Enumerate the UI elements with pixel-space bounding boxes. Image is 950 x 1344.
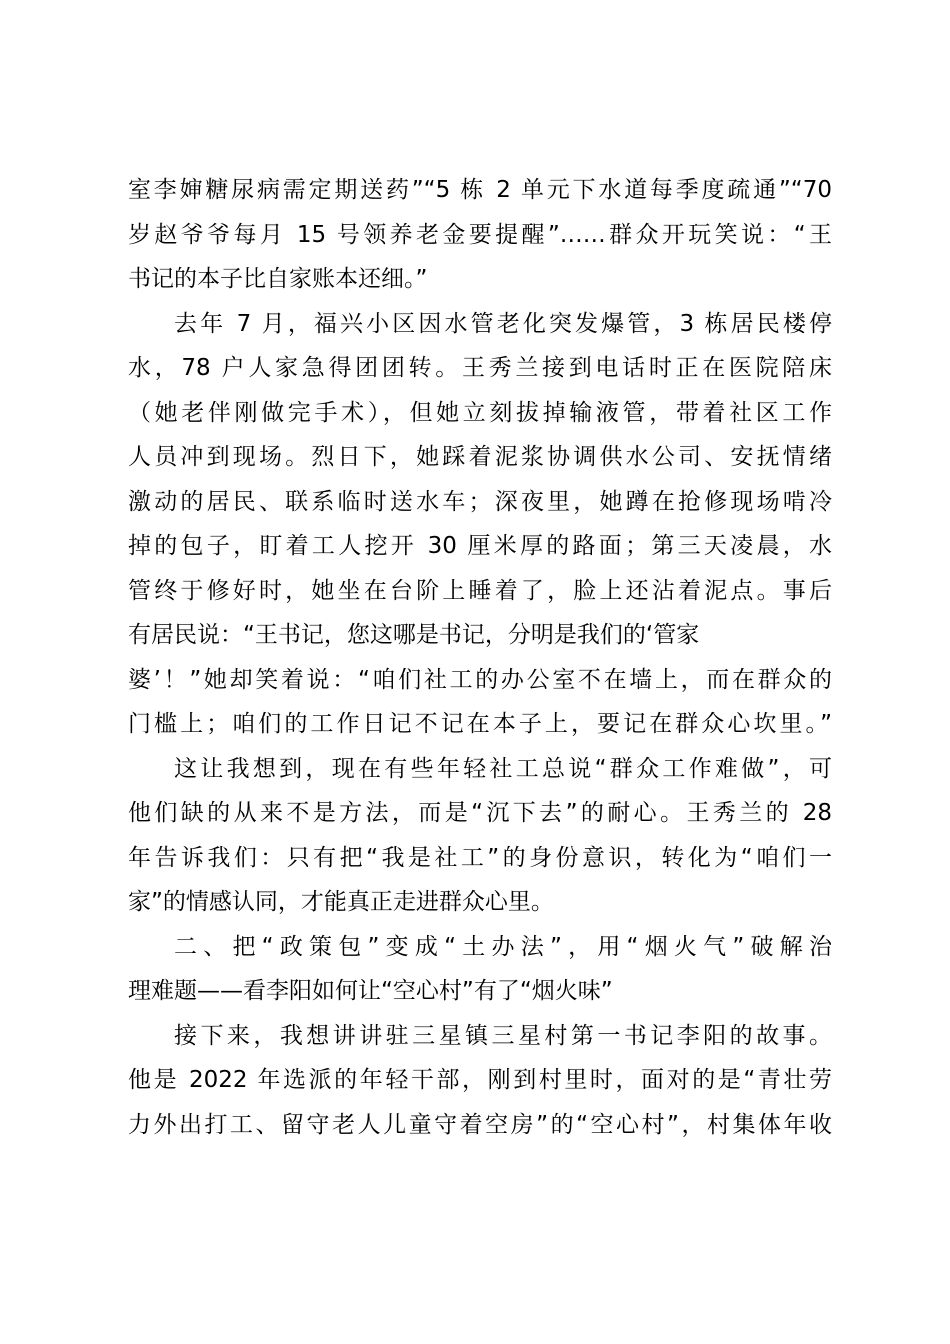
text-line: 水，78 户人家急得团团转。王秀兰接到电话时正在医院陪床 xyxy=(128,355,832,381)
text-line: 书记的本子比自家账本还细。” xyxy=(128,266,428,292)
paragraph-first-line: 去年 7 月，福兴小区因水管老化突发爆管，3 栋居民楼停 xyxy=(174,310,832,337)
section-heading: 二、把“政策包”变成“土办法”，用“烟火气”破解治 xyxy=(174,933,832,960)
text-line: 掉的包子，盯着工人挖开 30 厘米厚的路面；第三天凌晨，水 xyxy=(128,533,832,559)
text-line: 力外出打工、留守老人儿童守着空房”的“空心村”，村集体年收 xyxy=(128,1111,832,1138)
text-line: 人员冲到现场。烈日下，她踩着泥浆协调供水公司、安抚情绪 xyxy=(128,444,832,470)
text-line: 家”的情感认同，才能真正走进群众心里。 xyxy=(128,889,554,915)
section-heading-continued: 理难题——看李阳如何让“空心村”有了“烟火味” xyxy=(128,978,613,1004)
text-line: 门槛上；咱们的工作日记不记在本子上，要记在群众心坎里。” xyxy=(128,711,832,737)
document-body xyxy=(128,168,832,1147)
text-line: 管终于修好时，她坐在台阶上睡着了，脸上还沾着泥点。事后 xyxy=(128,577,832,604)
text-line: 他们缺的从来不是方法，而是“沉下去”的耐心。王秀兰的 28 xyxy=(128,800,832,826)
text-line: 室李婶糖尿病需定期送药”“5 栋 2 单元下水道每季度疏通”“70 xyxy=(128,177,832,203)
paragraph-first-line: 这让我想到，现在有些年轻社工总说“群众工作难做”，可 xyxy=(174,755,832,782)
paragraph-first-line: 接下来，我想讲讲驻三星镇三星村第一书记李阳的故事。 xyxy=(174,1022,832,1049)
text-line: 他是 2022 年选派的年轻干部，刚到村里时，面对的是“青壮劳 xyxy=(128,1067,832,1093)
text-line: 有居民说：“王书记，您这哪是书记，分明是我们的‘管家 xyxy=(128,622,700,648)
text-line: 年告诉我们：只有把“我是社工”的身份意识，转化为“咱们一 xyxy=(128,844,832,871)
text-line: 岁赵爷爷每月 15 号领养老金要提醒”……群众开玩笑说：“王 xyxy=(128,221,832,248)
text-line: 婆’！”她却笑着说：“咱们社工的办公室不在墙上，而在群众的 xyxy=(128,666,832,693)
text-line: 激动的居民、联系临时送水车；深夜里，她蹲在抢修现场啃冷 xyxy=(128,488,832,515)
text-line: （她老伴刚做完手术），但她立刻拔掉输液管，带着社区工作 xyxy=(128,399,832,426)
